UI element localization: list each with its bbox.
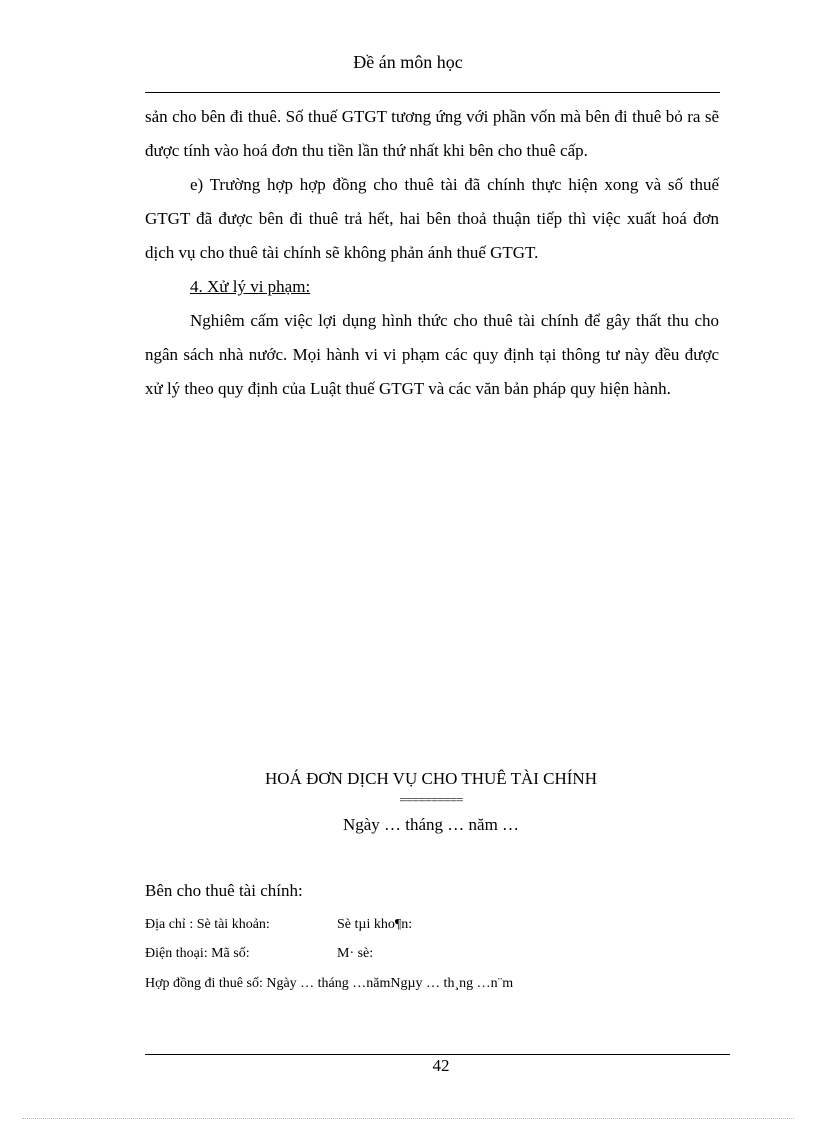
invoice-title: HOÁ ĐƠN DỊCH VỤ CHO THUÊ TÀI CHÍNH [265,769,597,788]
page-number: 42 [432,1056,450,1075]
field-account-label: Sè tµi kho¶n: [337,917,413,932]
paragraph-violations: Nghiêm cấm việc lợi dụng hình thức cho thuê tài chính để gây thất thu cho ngân sách nhà nước. Mọi hành vi vi phạm các quy định tại thông tư này đều được xử lý theo quy định của Luật thuế GTGT và các văn bản pháp quy hiện hành. [145,311,719,398]
section-heading-violations [145,270,719,304]
field-row-address [145,917,413,933]
page-edge-dotted-line [22,1118,794,1119]
paragraph-continuation: sản cho bên đi thuê. Số thuế GTGT tương ứng với phần vốn mà bên đi thuê bỏ ra sẽ được tính vào hoá đơn thu tiền lần thứ nhất khi bên cho thuê cấp. [145,107,719,160]
field-row-contract [145,976,513,992]
seller-label: Bên cho thuê tài chính: [145,881,303,900]
field-row-phone [145,946,374,962]
footer-divider [145,1054,730,1055]
invoice-date-line: Ngày … tháng … năm … [342,815,520,834]
invoice-title-underline: ========== [399,792,463,807]
header-divider [145,92,720,93]
page-header-title: Đề án môn học [353,52,463,72]
field-phone-label: Điện thoại: Mã số: [145,946,250,961]
field-code-label: M· sè: [337,946,374,961]
body-text [145,100,719,406]
section-heading-text: 4. Xử lý vi phạm: [190,277,311,296]
paragraph-item-e: e) Trường hợp hợp đồng cho thuê tài đã chính thực hiện xong và số thuế GTGT đã được bên đi thuê trả hết, hai bên thoả thuận tiếp thì việc xuất hoá đơn dịch vụ cho thuê tài chính sẽ không phản ánh thuế GTGT. [145,175,719,262]
field-address-label: Địa chỉ : Sè tài khoản: [145,917,270,932]
field-contract-label: Hợp đồng đi thuê số: Ngày … tháng …nămNgµy … th¸ng …n¨m [145,976,514,991]
